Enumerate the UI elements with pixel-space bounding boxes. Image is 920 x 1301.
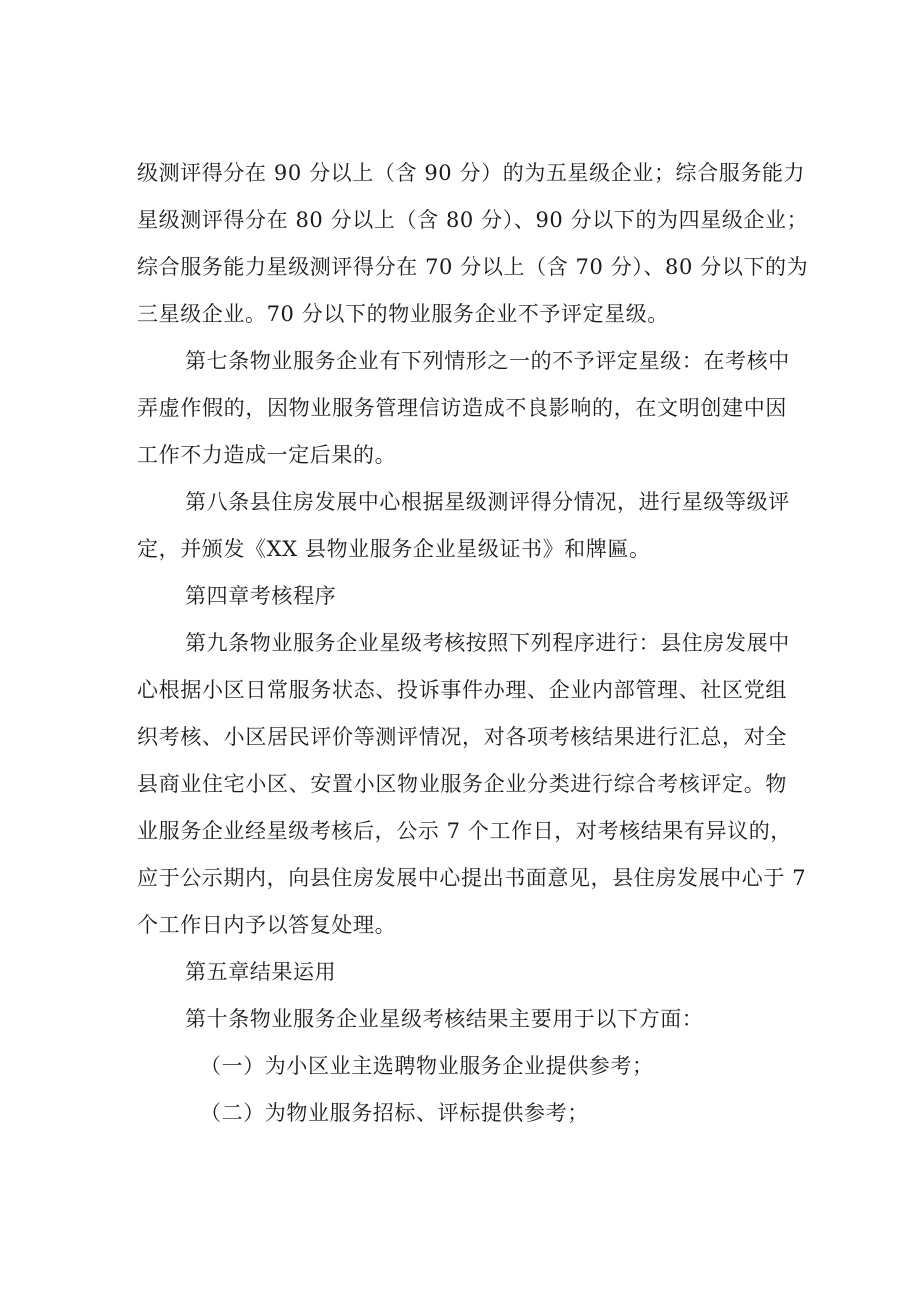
article-8-first-line: 第八条县住房发展中心根据星级测评得分情况，进行星级等级评	[185, 490, 790, 514]
paragraph-line: 个工作日内予以答复处理。	[137, 913, 397, 937]
paragraph-line: 综合服务能力星级测评得分在 70 分以上（含 70 分）、80 分以下的为	[137, 255, 809, 279]
paragraph-line: 定，并颁发《XX 县物业服务企业星级证书》和牌匾。	[137, 537, 651, 561]
chapter-4-heading: 第四章考核程序	[185, 584, 337, 608]
paragraph-line: 星级测评得分在 80 分以上（含 80 分）、90 分以下的为四星级企业；	[137, 208, 809, 232]
paragraph-line: 心根据小区日常服务状态、投诉事件办理、企业内部管理、社区党组	[137, 678, 787, 702]
list-item: （一）为小区业主选聘物业服务企业提供参考；	[200, 1054, 654, 1078]
paragraph-line: 织考核、小区居民评价等测评情况，对各项考核结果进行汇总，对全	[137, 725, 787, 749]
paragraph-line: 级测评得分在 90 分以上（含 90 分）的为五星级企业；综合服务能力	[137, 161, 806, 185]
paragraph-line: 工作不力造成一定后果的。	[137, 443, 397, 467]
paragraph-line: 三星级企业。70 分以下的物业服务企业不予评定星级。	[137, 302, 669, 326]
article-10-line: 第十条物业服务企业星级考核结果主要用于以下方面：	[185, 1007, 704, 1031]
article-9-first-line: 第九条物业服务企业星级考核按照下列程序进行：县住房发展中	[185, 631, 790, 655]
chapter-5-heading: 第五章结果运用	[185, 960, 337, 984]
paragraph-line: 县商业住宅小区、安置小区物业服务企业分类进行综合考核评定。物	[137, 772, 787, 796]
paragraph-line: 应于公示期内，向县住房发展中心提出书面意见，县住房发展中心于 7	[137, 866, 807, 890]
article-7-first-line: 第七条物业服务企业有下列情形之一的不予评定星级：在考核中	[185, 349, 790, 373]
list-item: （二）为物业服务招标、评标提供参考；	[200, 1101, 589, 1125]
paragraph-line: 弄虚作假的，因物业服务管理信访造成不良影响的，在文明创建中因	[137, 396, 787, 420]
paragraph-line: 业服务企业经星级考核后，公示 7 个工作日，对考核结果有异议的，	[137, 819, 792, 843]
